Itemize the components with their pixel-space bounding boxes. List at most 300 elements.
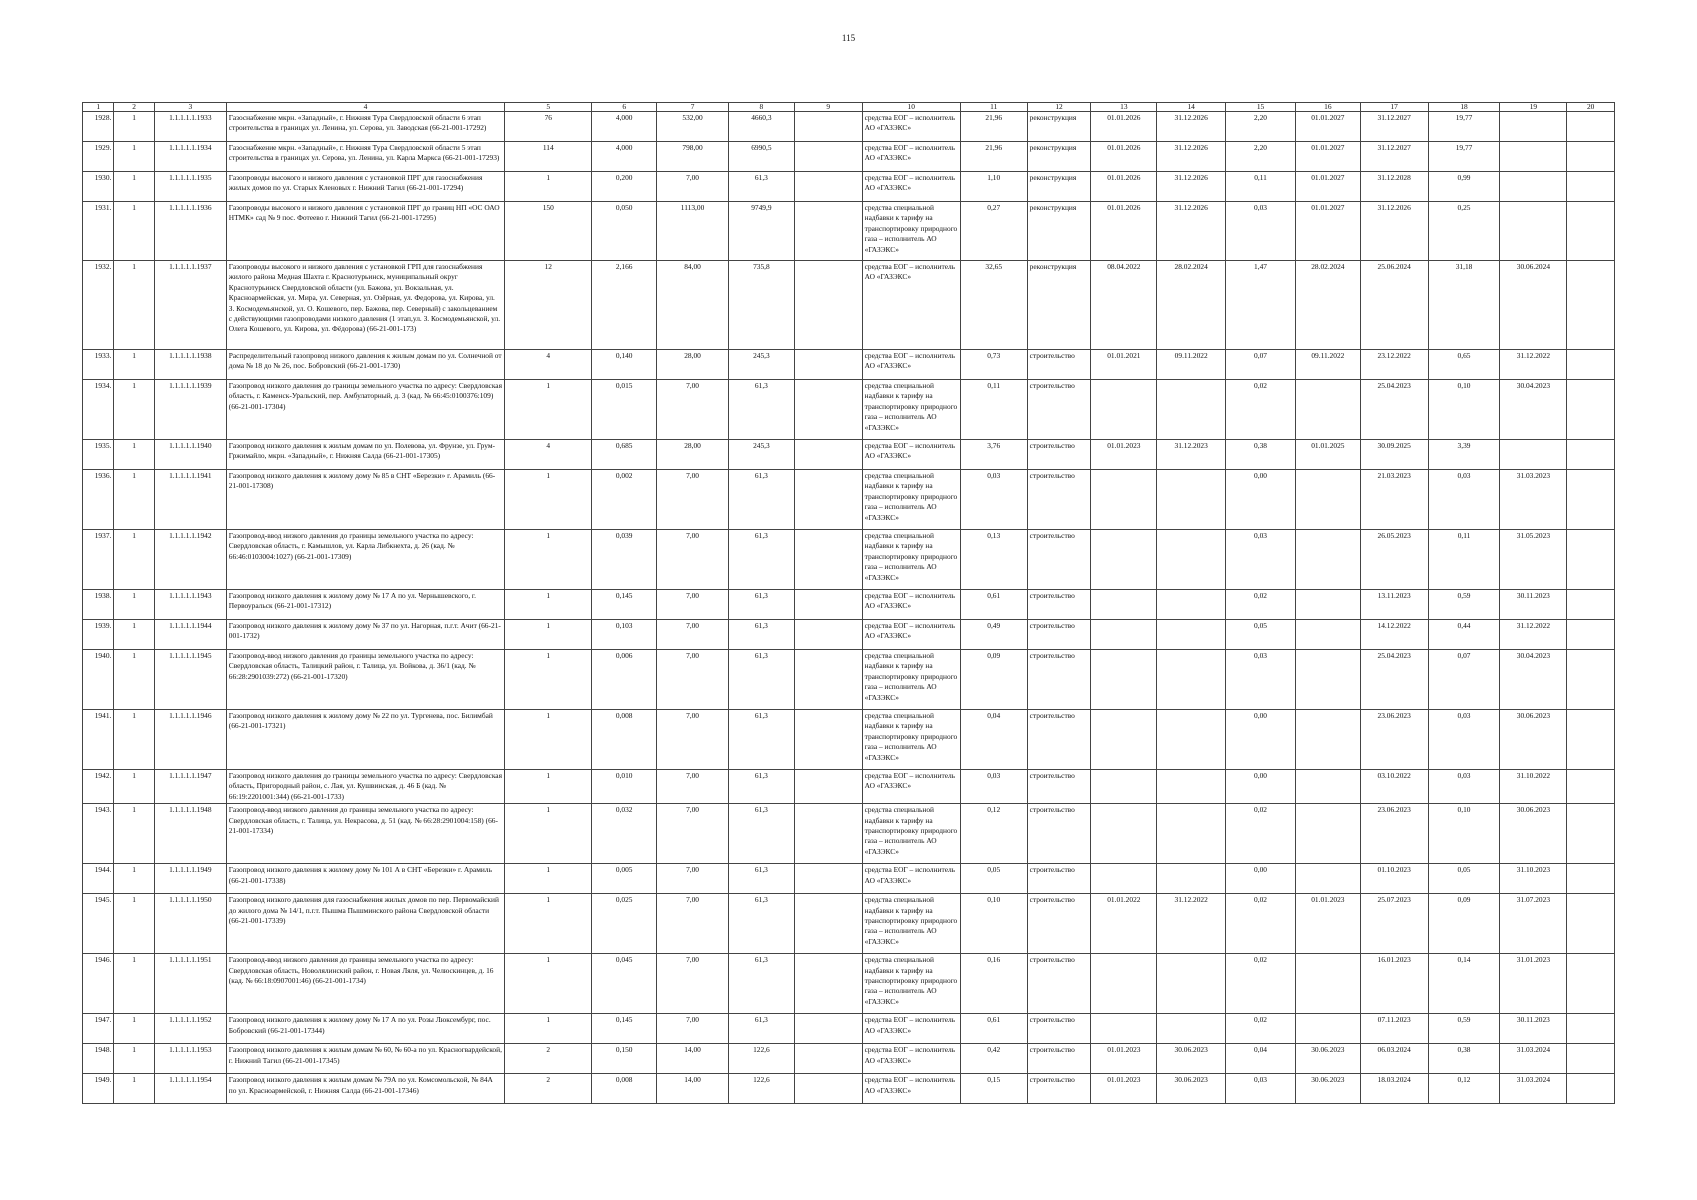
cell-object-name: Газопровод-ввод низкого давления до границы земельного участка по адресу: Свердловская область, г. Талица, ул. Некрасова, д. 51 (кад. № 66:28:2901004:158) (66-21-001-17334) bbox=[226, 804, 504, 864]
cell-date-19: 31.07.2023 bbox=[1500, 894, 1567, 954]
cell-col-15: 0,02 bbox=[1226, 590, 1296, 620]
cell-col-8: 9749,9 bbox=[728, 202, 794, 261]
cell-object-name: Газопровод-ввод низкого давления до границы земельного участка по адресу: Свердловская область, г. Камышлов, ул. Карла Либкнехта, д. 26 (кад. № 66:46:0103004:1027) (66-21-001-17309) bbox=[226, 530, 504, 590]
cell-col-20 bbox=[1567, 620, 1615, 650]
cell-level: 1 bbox=[114, 1014, 155, 1044]
cell-col-5: 1 bbox=[505, 590, 592, 620]
cell-object-name: Газопровод низкого давления к жилым домам по ул. Полевова, ул. Фрунзе, ул. Грум-Гржимайло, мкрн. «Западный», г. Нижняя Салда (66-21-001-17305) bbox=[226, 440, 504, 470]
cell-date-16 bbox=[1295, 590, 1360, 620]
cell-object-name: Газопровод низкого давления к жилому дому № 17 А по ул. Чернышевского, г. Первоуральск (66-21-001-17312) bbox=[226, 590, 504, 620]
cell-col-7: 7,00 bbox=[657, 590, 729, 620]
cell-object-name: Газопроводы высокого и низкого давления с установкой ПРГ до границ НП «ОС ОАО НТМК» сад № 9 пос. Фотеево г. Нижний Тагил (66-21-001-17295) bbox=[226, 202, 504, 261]
cell-col-9 bbox=[794, 380, 862, 440]
cell-col-7: 28,00 bbox=[657, 440, 729, 470]
cell-row-number: 1929. bbox=[83, 142, 114, 172]
cell-col-18: 0,10 bbox=[1428, 804, 1500, 864]
cell-col-8: 61,3 bbox=[728, 770, 794, 804]
table-row bbox=[83, 1074, 1615, 1104]
cell-col-9 bbox=[794, 620, 862, 650]
cell-date-17: 25.07.2023 bbox=[1360, 894, 1428, 954]
cell-end-date bbox=[1157, 710, 1226, 770]
column-header-11: 11 bbox=[960, 103, 1027, 112]
cell-funding-source: средства специальной надбавки к тарифу на транспортировку природного газа – исполнитель АО «ГАЗЭКС» bbox=[862, 804, 960, 864]
cell-col-9 bbox=[794, 350, 862, 380]
cell-col-11: 0,61 bbox=[960, 1014, 1027, 1044]
cell-col-7: 7,00 bbox=[657, 864, 729, 894]
column-header-20: 20 bbox=[1567, 103, 1615, 112]
cell-col-5: 1 bbox=[505, 894, 592, 954]
cell-col-8: 61,3 bbox=[728, 804, 794, 864]
cell-date-19: 30.11.2023 bbox=[1500, 1014, 1567, 1044]
cell-work-type: строительство bbox=[1027, 1014, 1091, 1044]
cell-level: 1 bbox=[114, 650, 155, 710]
cell-date-17: 31.12.2026 bbox=[1360, 202, 1428, 261]
cell-col-11: 0,05 bbox=[960, 864, 1027, 894]
cell-date-17: 30.09.2025 bbox=[1360, 440, 1428, 470]
cell-col-5: 1 bbox=[505, 620, 592, 650]
cell-col-15: 0,04 bbox=[1226, 1044, 1296, 1074]
column-header-1: 1 bbox=[83, 103, 114, 112]
cell-start-date: 01.01.2026 bbox=[1091, 202, 1157, 261]
cell-funding-source: средства ЕОГ – исполнитель АО «ГАЗЭКС» bbox=[862, 864, 960, 894]
cell-end-date: 31.12.2023 bbox=[1157, 440, 1226, 470]
table-row bbox=[83, 112, 1615, 142]
cell-col-18: 0,65 bbox=[1428, 350, 1500, 380]
cell-col-7: 7,00 bbox=[657, 894, 729, 954]
cell-col-15: 0,02 bbox=[1226, 1014, 1296, 1044]
cell-col-6: 0,140 bbox=[592, 350, 657, 380]
cell-level: 1 bbox=[114, 590, 155, 620]
table-row bbox=[83, 530, 1615, 590]
table-row bbox=[83, 261, 1615, 350]
cell-work-type: реконструкция bbox=[1027, 261, 1091, 350]
cell-col-20 bbox=[1567, 440, 1615, 470]
cell-col-15: 0,07 bbox=[1226, 350, 1296, 380]
cell-col-7: 798,00 bbox=[657, 142, 729, 172]
cell-date-17: 01.10.2023 bbox=[1360, 864, 1428, 894]
cell-funding-source: средства специальной надбавки к тарифу на транспортировку природного газа – исполнитель АО «ГАЗЭКС» bbox=[862, 530, 960, 590]
cell-start-date bbox=[1091, 650, 1157, 710]
cell-col-7: 532,00 bbox=[657, 112, 729, 142]
cell-col-5: 1 bbox=[505, 530, 592, 590]
cell-col-7: 7,00 bbox=[657, 470, 729, 530]
cell-col-6: 0,039 bbox=[592, 530, 657, 590]
cell-work-type: строительство bbox=[1027, 954, 1091, 1014]
table-row bbox=[83, 710, 1615, 770]
cell-col-6: 0,002 bbox=[592, 470, 657, 530]
cell-col-5: 1 bbox=[505, 954, 592, 1014]
cell-date-16 bbox=[1295, 710, 1360, 770]
cell-work-type: строительство bbox=[1027, 770, 1091, 804]
cell-level: 1 bbox=[114, 172, 155, 202]
cell-level: 1 bbox=[114, 202, 155, 261]
cell-col-5: 1 bbox=[505, 650, 592, 710]
cell-date-19: 31.10.2023 bbox=[1500, 864, 1567, 894]
cell-end-date bbox=[1157, 770, 1226, 804]
cell-date-16 bbox=[1295, 380, 1360, 440]
cell-funding-source: средства специальной надбавки к тарифу на транспортировку природного газа – исполнитель АО «ГАЗЭКС» bbox=[862, 954, 960, 1014]
table-row bbox=[83, 380, 1615, 440]
cell-date-19: 31.12.2022 bbox=[1500, 350, 1567, 380]
cell-col-11: 3,76 bbox=[960, 440, 1027, 470]
column-header-2: 2 bbox=[114, 103, 155, 112]
cell-level: 1 bbox=[114, 142, 155, 172]
cell-date-17: 31.12.2028 bbox=[1360, 172, 1428, 202]
cell-work-type: реконструкция bbox=[1027, 112, 1091, 142]
cell-col-20 bbox=[1567, 261, 1615, 350]
cell-col-11: 0,15 bbox=[960, 1074, 1027, 1104]
cell-date-17: 14.12.2022 bbox=[1360, 620, 1428, 650]
cell-col-6: 0,025 bbox=[592, 894, 657, 954]
cell-col-5: 1 bbox=[505, 770, 592, 804]
cell-end-date: 30.06.2023 bbox=[1157, 1044, 1226, 1074]
column-header-14: 14 bbox=[1157, 103, 1226, 112]
cell-funding-source: средства ЕОГ – исполнитель АО «ГАЗЭКС» bbox=[862, 142, 960, 172]
cell-col-8: 61,3 bbox=[728, 894, 794, 954]
cell-col-20 bbox=[1567, 142, 1615, 172]
cell-row-number: 1933. bbox=[83, 350, 114, 380]
cell-col-8: 735,8 bbox=[728, 261, 794, 350]
cell-col-8: 61,3 bbox=[728, 172, 794, 202]
table-body bbox=[83, 112, 1615, 1104]
column-header-7: 7 bbox=[657, 103, 729, 112]
cell-funding-source: средства специальной надбавки к тарифу на транспортировку природного газа – исполнитель АО «ГАЗЭКС» bbox=[862, 710, 960, 770]
cell-col-7: 7,00 bbox=[657, 620, 729, 650]
cell-date-16: 01.01.2027 bbox=[1295, 112, 1360, 142]
cell-row-number: 1938. bbox=[83, 590, 114, 620]
cell-object-name: Газопроводы высокого и низкого давления с установкой ПРГ для газоснабжения жилых домов по ул. Старых Кленовых г. Нижний Тагил (66-21-001-17294) bbox=[226, 172, 504, 202]
cell-col-15: 0,02 bbox=[1226, 894, 1296, 954]
cell-date-19 bbox=[1500, 142, 1567, 172]
cell-date-16: 01.01.2025 bbox=[1295, 440, 1360, 470]
cell-col-8: 61,3 bbox=[728, 650, 794, 710]
cell-col-9 bbox=[794, 202, 862, 261]
cell-object-name: Газопровод низкого давления к жилому дому № 22 по ул. Тургенева, пос. Билимбай (66-21-001-17321) bbox=[226, 710, 504, 770]
cell-date-17: 31.12.2027 bbox=[1360, 142, 1428, 172]
column-header-15: 15 bbox=[1226, 103, 1296, 112]
cell-code: 1.1.1.1.1.1946 bbox=[154, 710, 226, 770]
cell-col-20 bbox=[1567, 202, 1615, 261]
cell-code: 1.1.1.1.1.1941 bbox=[154, 470, 226, 530]
cell-col-20 bbox=[1567, 710, 1615, 770]
cell-date-16 bbox=[1295, 620, 1360, 650]
cell-col-15: 0,02 bbox=[1226, 380, 1296, 440]
cell-end-date bbox=[1157, 530, 1226, 590]
cell-col-18: 19,77 bbox=[1428, 112, 1500, 142]
cell-col-6: 0,145 bbox=[592, 1014, 657, 1044]
cell-col-11: 1,10 bbox=[960, 172, 1027, 202]
cell-start-date bbox=[1091, 770, 1157, 804]
cell-date-16: 30.06.2023 bbox=[1295, 1044, 1360, 1074]
cell-col-11: 0,10 bbox=[960, 894, 1027, 954]
cell-col-20 bbox=[1567, 530, 1615, 590]
cell-work-type: строительство bbox=[1027, 470, 1091, 530]
cell-col-18: 0,59 bbox=[1428, 1014, 1500, 1044]
cell-col-18: 0,59 bbox=[1428, 590, 1500, 620]
cell-date-16 bbox=[1295, 804, 1360, 864]
cell-work-type: строительство bbox=[1027, 650, 1091, 710]
cell-date-16 bbox=[1295, 650, 1360, 710]
cell-col-8: 122,6 bbox=[728, 1044, 794, 1074]
cell-date-17: 25.06.2024 bbox=[1360, 261, 1428, 350]
column-header-18: 18 bbox=[1428, 103, 1500, 112]
table-row bbox=[83, 202, 1615, 261]
cell-object-name: Газопровод низкого давления к жилым домам № 79А по ул. Комсомольской, № 84А по ул. Красноармейской, г. Нижняя Салда (66-21-001-17346) bbox=[226, 1074, 504, 1104]
cell-date-17: 25.04.2023 bbox=[1360, 650, 1428, 710]
table-row bbox=[83, 470, 1615, 530]
cell-object-name: Распределительный газопровод низкого давления к жилым домам по ул. Солнечной от дома № 18 до № 26, пос. Бобровский (66-21-001-1730) bbox=[226, 350, 504, 380]
cell-col-5: 114 bbox=[505, 142, 592, 172]
cell-level: 1 bbox=[114, 530, 155, 590]
cell-funding-source: средства ЕОГ – исполнитель АО «ГАЗЭКС» bbox=[862, 112, 960, 142]
cell-col-9 bbox=[794, 470, 862, 530]
cell-row-number: 1947. bbox=[83, 1014, 114, 1044]
cell-code: 1.1.1.1.1.1939 bbox=[154, 380, 226, 440]
cell-col-8: 122,6 bbox=[728, 1074, 794, 1104]
cell-col-15: 0,00 bbox=[1226, 864, 1296, 894]
table-row bbox=[83, 590, 1615, 620]
cell-col-6: 0,006 bbox=[592, 650, 657, 710]
cell-col-7: 7,00 bbox=[657, 954, 729, 1014]
cell-row-number: 1949. bbox=[83, 1074, 114, 1104]
column-header-9: 9 bbox=[794, 103, 862, 112]
cell-date-16 bbox=[1295, 770, 1360, 804]
cell-date-17: 18.03.2024 bbox=[1360, 1074, 1428, 1104]
cell-col-6: 0,015 bbox=[592, 380, 657, 440]
cell-col-11: 0,73 bbox=[960, 350, 1027, 380]
cell-col-9 bbox=[794, 650, 862, 710]
column-header-12: 12 bbox=[1027, 103, 1091, 112]
cell-funding-source: средства специальной надбавки к тарифу на транспортировку природного газа – исполнитель АО «ГАЗЭКС» bbox=[862, 202, 960, 261]
cell-col-18: 0,10 bbox=[1428, 380, 1500, 440]
cell-col-20 bbox=[1567, 954, 1615, 1014]
cell-start-date bbox=[1091, 380, 1157, 440]
cell-start-date: 01.01.2021 bbox=[1091, 350, 1157, 380]
cell-level: 1 bbox=[114, 112, 155, 142]
cell-date-17: 23.06.2023 bbox=[1360, 710, 1428, 770]
cell-end-date bbox=[1157, 954, 1226, 1014]
cell-col-11: 32,65 bbox=[960, 261, 1027, 350]
cell-row-number: 1941. bbox=[83, 710, 114, 770]
cell-col-8: 61,3 bbox=[728, 530, 794, 590]
cell-start-date bbox=[1091, 530, 1157, 590]
cell-date-17: 03.10.2022 bbox=[1360, 770, 1428, 804]
cell-start-date bbox=[1091, 804, 1157, 864]
cell-level: 1 bbox=[114, 770, 155, 804]
cell-code: 1.1.1.1.1.1952 bbox=[154, 1014, 226, 1044]
cell-start-date bbox=[1091, 470, 1157, 530]
cell-col-18: 0,99 bbox=[1428, 172, 1500, 202]
cell-work-type: строительство bbox=[1027, 1074, 1091, 1104]
cell-col-5: 4 bbox=[505, 350, 592, 380]
cell-work-type: строительство bbox=[1027, 440, 1091, 470]
cell-col-20 bbox=[1567, 770, 1615, 804]
cell-col-18: 0,07 bbox=[1428, 650, 1500, 710]
cell-start-date: 01.01.2026 bbox=[1091, 112, 1157, 142]
registry-table bbox=[82, 102, 1615, 1104]
cell-col-9 bbox=[794, 710, 862, 770]
cell-code: 1.1.1.1.1.1938 bbox=[154, 350, 226, 380]
cell-end-date bbox=[1157, 470, 1226, 530]
cell-start-date: 08.04.2022 bbox=[1091, 261, 1157, 350]
cell-end-date: 31.12.2026 bbox=[1157, 202, 1226, 261]
header-row bbox=[83, 103, 1615, 112]
table-row bbox=[83, 954, 1615, 1014]
cell-col-9 bbox=[794, 142, 862, 172]
cell-date-17: 26.05.2023 bbox=[1360, 530, 1428, 590]
cell-col-6: 0,032 bbox=[592, 804, 657, 864]
table-row bbox=[83, 350, 1615, 380]
cell-date-16: 28.02.2024 bbox=[1295, 261, 1360, 350]
cell-code: 1.1.1.1.1.1936 bbox=[154, 202, 226, 261]
cell-date-19: 31.03.2024 bbox=[1500, 1044, 1567, 1074]
cell-date-16 bbox=[1295, 954, 1360, 1014]
cell-code: 1.1.1.1.1.1948 bbox=[154, 804, 226, 864]
cell-work-type: строительство bbox=[1027, 864, 1091, 894]
cell-col-15: 0,03 bbox=[1226, 202, 1296, 261]
cell-code: 1.1.1.1.1.1942 bbox=[154, 530, 226, 590]
cell-col-11: 0,03 bbox=[960, 770, 1027, 804]
table-row bbox=[83, 1014, 1615, 1044]
cell-date-17: 06.03.2024 bbox=[1360, 1044, 1428, 1074]
cell-col-7: 7,00 bbox=[657, 1014, 729, 1044]
cell-col-9 bbox=[794, 804, 862, 864]
cell-funding-source: средства ЕОГ – исполнитель АО «ГАЗЭКС» bbox=[862, 1044, 960, 1074]
cell-end-date bbox=[1157, 620, 1226, 650]
cell-col-8: 6990,5 bbox=[728, 142, 794, 172]
cell-start-date: 01.01.2026 bbox=[1091, 142, 1157, 172]
column-header-16: 16 bbox=[1295, 103, 1360, 112]
table-row bbox=[83, 1044, 1615, 1074]
cell-row-number: 1937. bbox=[83, 530, 114, 590]
cell-col-6: 0,010 bbox=[592, 770, 657, 804]
cell-date-17: 23.12.2022 bbox=[1360, 350, 1428, 380]
cell-level: 1 bbox=[114, 954, 155, 1014]
cell-col-15: 1,47 bbox=[1226, 261, 1296, 350]
cell-col-8: 245,3 bbox=[728, 350, 794, 380]
cell-col-20 bbox=[1567, 350, 1615, 380]
cell-code: 1.1.1.1.1.1940 bbox=[154, 440, 226, 470]
cell-col-20 bbox=[1567, 112, 1615, 142]
cell-row-number: 1942. bbox=[83, 770, 114, 804]
cell-col-20 bbox=[1567, 172, 1615, 202]
cell-date-17: 23.06.2023 bbox=[1360, 804, 1428, 864]
cell-col-5: 1 bbox=[505, 172, 592, 202]
table-row bbox=[83, 172, 1615, 202]
cell-col-15: 0,00 bbox=[1226, 470, 1296, 530]
cell-date-16 bbox=[1295, 1014, 1360, 1044]
cell-col-8: 61,3 bbox=[728, 1014, 794, 1044]
cell-col-6: 0,005 bbox=[592, 864, 657, 894]
cell-work-type: строительство bbox=[1027, 894, 1091, 954]
column-header-10: 10 bbox=[862, 103, 960, 112]
cell-code: 1.1.1.1.1.1935 bbox=[154, 172, 226, 202]
cell-col-18: 0,03 bbox=[1428, 710, 1500, 770]
cell-end-date: 31.12.2026 bbox=[1157, 112, 1226, 142]
column-header-4: 4 bbox=[226, 103, 504, 112]
cell-date-17: 07.11.2023 bbox=[1360, 1014, 1428, 1044]
cell-col-7: 28,00 bbox=[657, 350, 729, 380]
cell-work-type: реконструкция bbox=[1027, 172, 1091, 202]
cell-end-date bbox=[1157, 1014, 1226, 1044]
column-header-5: 5 bbox=[505, 103, 592, 112]
cell-col-8: 4660,3 bbox=[728, 112, 794, 142]
cell-date-16: 01.01.2027 bbox=[1295, 172, 1360, 202]
cell-col-9 bbox=[794, 864, 862, 894]
cell-col-11: 0,49 bbox=[960, 620, 1027, 650]
cell-code: 1.1.1.1.1.1949 bbox=[154, 864, 226, 894]
cell-end-date bbox=[1157, 864, 1226, 894]
cell-date-17: 16.01.2023 bbox=[1360, 954, 1428, 1014]
cell-col-9 bbox=[794, 954, 862, 1014]
cell-col-18: 3,39 bbox=[1428, 440, 1500, 470]
cell-date-16 bbox=[1295, 864, 1360, 894]
cell-funding-source: средства ЕОГ – исполнитель АО «ГАЗЭКС» bbox=[862, 620, 960, 650]
cell-end-date: 31.12.2026 bbox=[1157, 142, 1226, 172]
cell-code: 1.1.1.1.1.1944 bbox=[154, 620, 226, 650]
cell-col-8: 61,3 bbox=[728, 590, 794, 620]
cell-work-type: строительство bbox=[1027, 620, 1091, 650]
cell-col-15: 0,00 bbox=[1226, 770, 1296, 804]
cell-code: 1.1.1.1.1.1951 bbox=[154, 954, 226, 1014]
cell-col-18: 0,03 bbox=[1428, 770, 1500, 804]
cell-col-15: 0,38 bbox=[1226, 440, 1296, 470]
cell-col-7: 7,00 bbox=[657, 710, 729, 770]
cell-level: 1 bbox=[114, 710, 155, 770]
cell-start-date: 01.01.2022 bbox=[1091, 894, 1157, 954]
cell-col-8: 61,3 bbox=[728, 470, 794, 530]
cell-date-17: 31.12.2027 bbox=[1360, 112, 1428, 142]
cell-col-11: 0,16 bbox=[960, 954, 1027, 1014]
cell-work-type: строительство bbox=[1027, 380, 1091, 440]
cell-end-date bbox=[1157, 590, 1226, 620]
cell-level: 1 bbox=[114, 440, 155, 470]
cell-start-date bbox=[1091, 1014, 1157, 1044]
cell-col-20 bbox=[1567, 804, 1615, 864]
cell-object-name: Газоснабжение мкрн. «Западный», г. Нижняя Тура Свердловской области 5 этап строительства в границах ул. Серова, ул. Ленина, ул. Карла Маркса (66-21-001-17293) bbox=[226, 142, 504, 172]
cell-end-date bbox=[1157, 650, 1226, 710]
cell-end-date: 30.06.2023 bbox=[1157, 1074, 1226, 1104]
cell-col-7: 7,00 bbox=[657, 650, 729, 710]
table-row bbox=[83, 620, 1615, 650]
cell-date-19 bbox=[1500, 112, 1567, 142]
cell-code: 1.1.1.1.1.1953 bbox=[154, 1044, 226, 1074]
column-header-6: 6 bbox=[592, 103, 657, 112]
cell-work-type: строительство bbox=[1027, 710, 1091, 770]
cell-date-19: 31.03.2023 bbox=[1500, 470, 1567, 530]
cell-funding-source: средства специальной надбавки к тарифу на транспортировку природного газа – исполнитель АО «ГАЗЭКС» bbox=[862, 894, 960, 954]
cell-object-name: Газопровод-ввод низкого давления до границы земельного участка по адресу: Свердловская область, Новолялинский район, г. Новая Ляля, ул. Челюскинцев, д. 16 (кад. № 66:18:0907001:46) (66-21-001-1734) bbox=[226, 954, 504, 1014]
cell-date-17: 21.03.2023 bbox=[1360, 470, 1428, 530]
cell-funding-source: средства ЕОГ – исполнитель АО «ГАЗЭКС» bbox=[862, 440, 960, 470]
cell-col-5: 12 bbox=[505, 261, 592, 350]
cell-work-type: реконструкция bbox=[1027, 142, 1091, 172]
cell-code: 1.1.1.1.1.1933 bbox=[154, 112, 226, 142]
cell-end-date bbox=[1157, 804, 1226, 864]
cell-level: 1 bbox=[114, 261, 155, 350]
cell-col-18: 0,05 bbox=[1428, 864, 1500, 894]
cell-date-19: 30.06.2023 bbox=[1500, 710, 1567, 770]
cell-date-19: 31.03.2024 bbox=[1500, 1074, 1567, 1104]
cell-col-7: 1113,00 bbox=[657, 202, 729, 261]
cell-date-19: 30.11.2023 bbox=[1500, 590, 1567, 620]
page-number: 115 bbox=[841, 33, 856, 43]
cell-col-5: 1 bbox=[505, 864, 592, 894]
cell-row-number: 1939. bbox=[83, 620, 114, 650]
cell-col-15: 0,03 bbox=[1226, 650, 1296, 710]
cell-end-date: 31.12.2022 bbox=[1157, 894, 1226, 954]
cell-col-5: 76 bbox=[505, 112, 592, 142]
